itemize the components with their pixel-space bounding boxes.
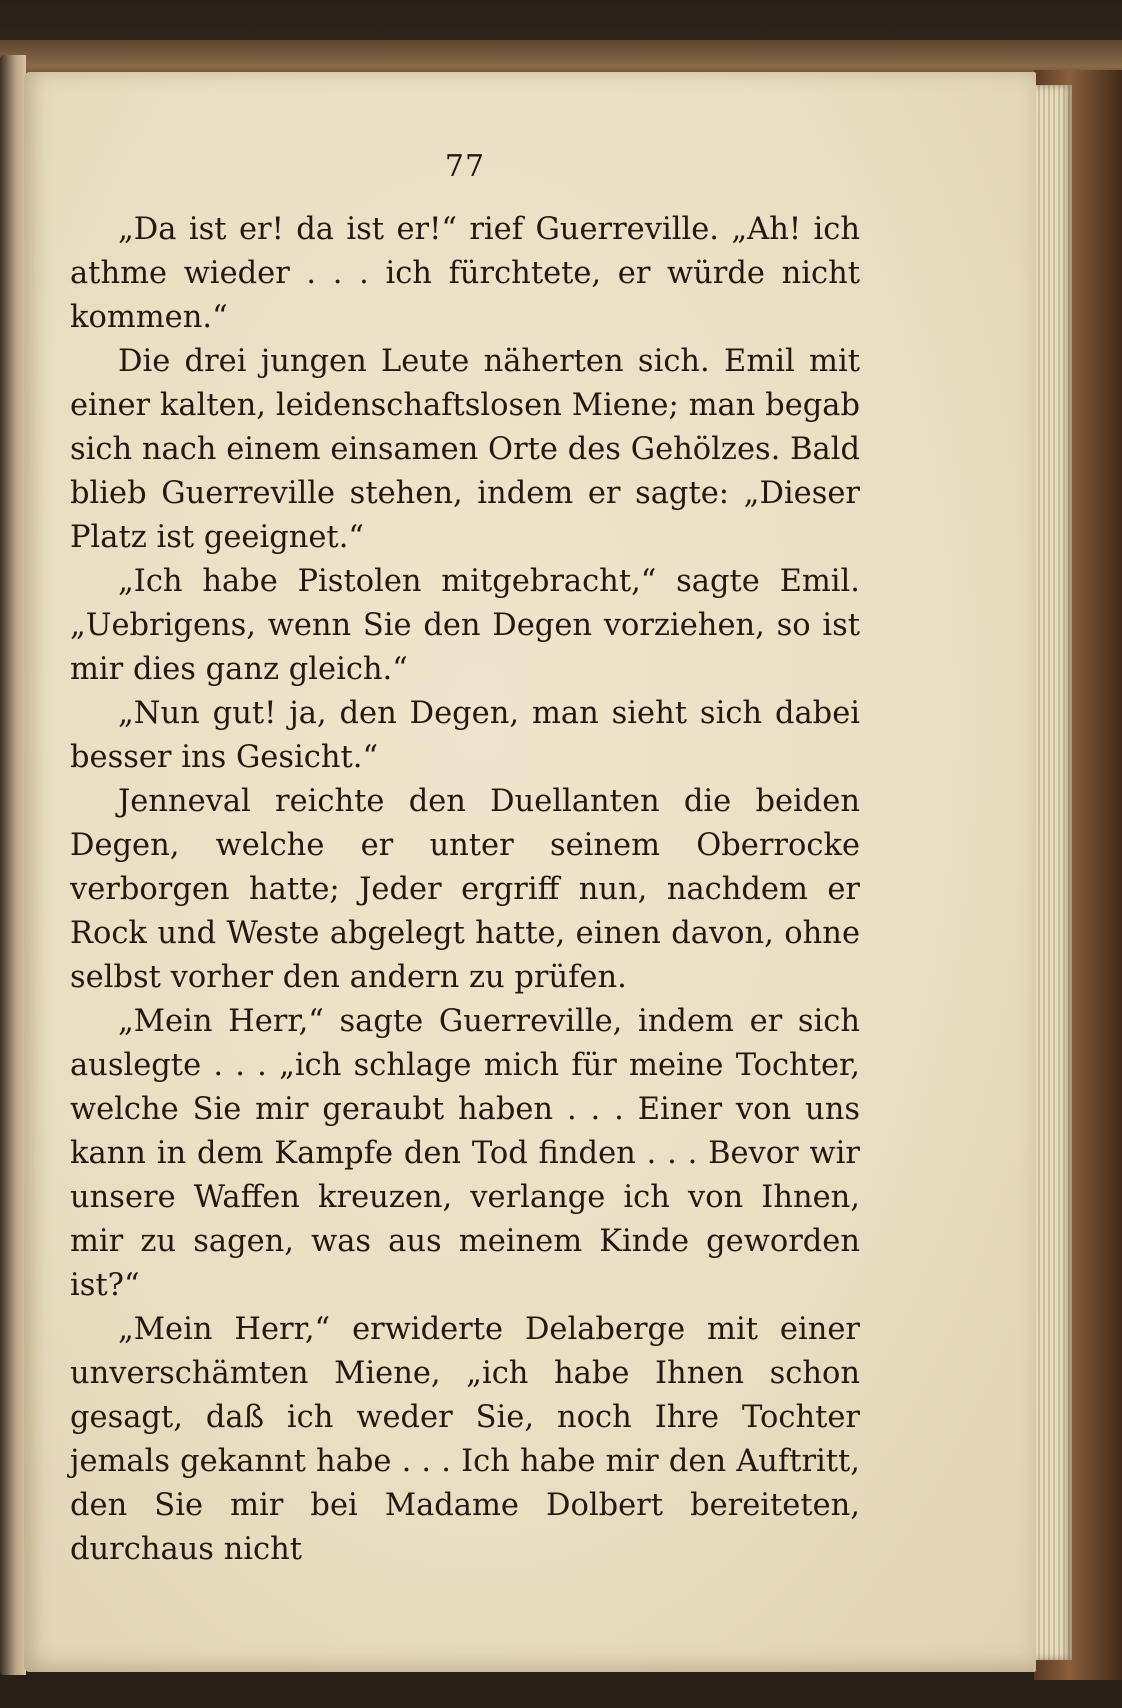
- page-text: [70, 140, 860, 1572]
- paragraph: „Da ist er! da ist er!“ rief Guerreville. „Ah! ich athme wieder . . . ich fürchtete, er würde nicht kommen.“: [70, 212, 860, 335]
- paragraph: „Ich habe Pistolen mitgebracht,“ sagte Emil. „Uebrigens, wenn Sie den Degen vorziehen, so ist mir dies ganz gleich.“: [70, 564, 860, 687]
- paragraph: „Nun gut! ja, den Degen, man sieht sich dabei besser ins Gesicht.“: [70, 696, 860, 775]
- paragraph: „Mein Herr,“ sagte Guerreville, indem er sich auslegte . . . „ich schlage mich für meine Tochter, welche Sie mir geraubt haben . . . Einer von uns kann in dem Kampfe den Tod finden . . . Bevor wir unsere Waffen kreuzen, verlange ich von Ihnen, mir zu sagen, was aus meinem Kinde geworden ist?“: [70, 1004, 860, 1303]
- paragraph: Jenneval reichte den Duellanten die beiden Degen, welche er unter seinem Oberrocke verborgen hatte; Jeder ergriff nun, nachdem er Rock und Weste abgelegt hatte, einen davon, ohne selbst vorher den andern zu prüfen.: [70, 784, 860, 995]
- paragraph: „Mein Herr,“ erwiderte Delaberge mit einer unverschämten Miene, „ich habe Ihnen schon gesagt, daß ich weder Sie, noch Ihre Tochter jemals gekannt habe . . . Ich habe mir den Auftritt, den Sie mir bei Madame Dolbert bereiteten, durchaus nicht: [70, 1312, 860, 1567]
- paragraph: Die drei jungen Leute näherten sich. Emil mit einer kalten, leidenschaftslosen Miene; man begab sich nach einem einsamen Orte des Gehölzes. Bald blieb Guerreville stehen, indem er sagte: „Dieser Platz ist geeignet.“: [70, 344, 860, 555]
- page-stack-edge: [1030, 85, 1072, 1660]
- page-number: 77: [444, 149, 486, 184]
- book-spine-edge: [0, 55, 26, 1675]
